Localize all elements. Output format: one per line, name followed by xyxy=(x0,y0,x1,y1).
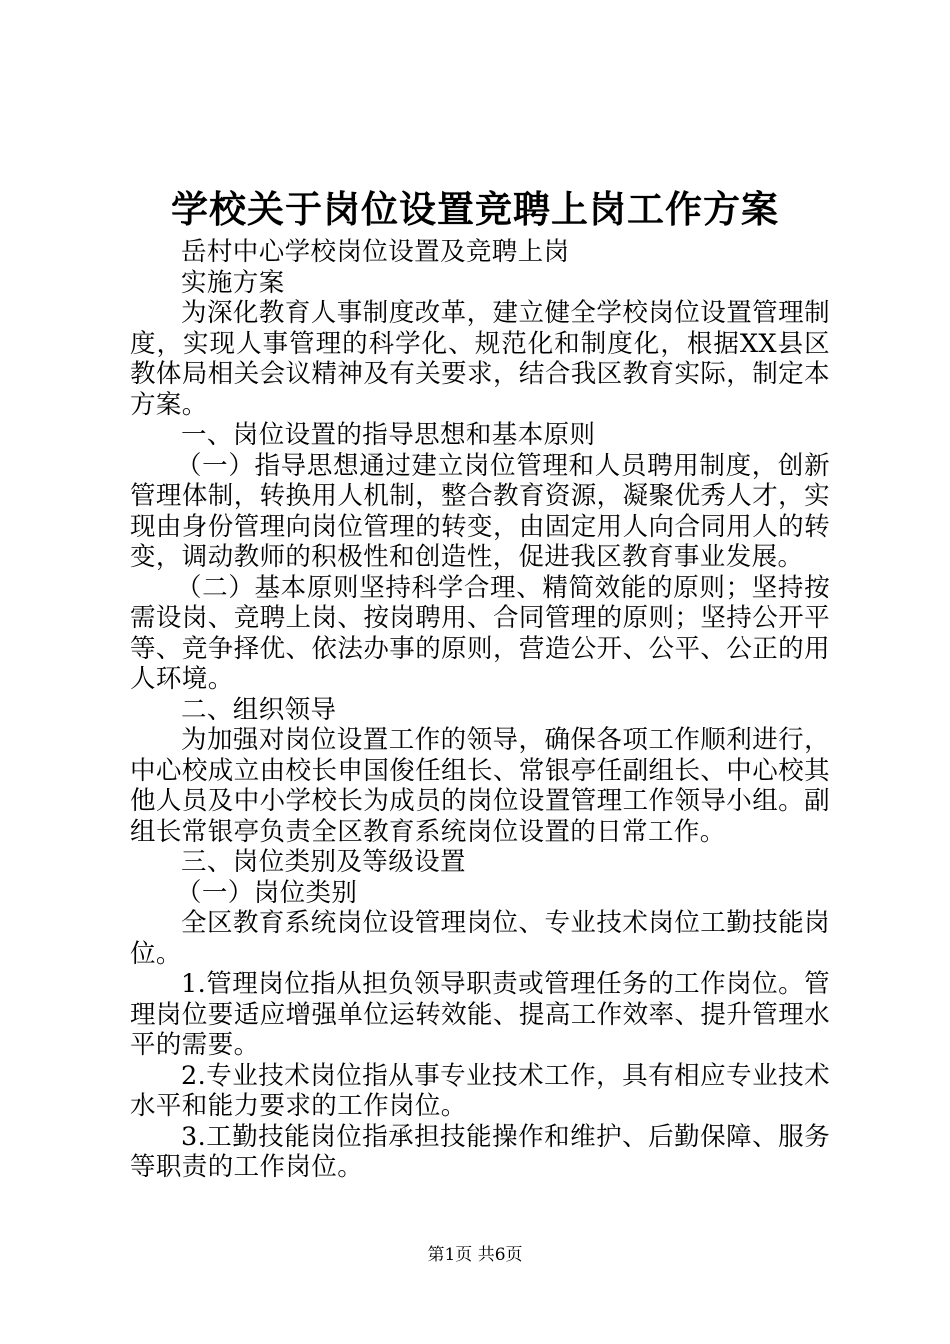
paragraph: 为深化教育人事制度改革，建立健全学校岗位设置管理制度，实现人事管理的科学化、规范化和制度化，根据XX县区教体局相关会议精神及有关要求，结合我区教育实际，制定本方案。 xyxy=(130,298,830,420)
paragraph: 三、岗位类别及等级设置 xyxy=(181,847,466,877)
paragraph: 2.专业技术岗位指从事专业技术工作，具有相应专业技术水平和能力要求的工作岗位。 xyxy=(130,1060,830,1121)
paragraph: 1.管理岗位指从担负领导职责或管理任务的工作岗位。管理岗位要适应增强单位运转效能、提高工作效率、提升管理水平的需要。 xyxy=(130,969,830,1060)
document-title: 学校关于岗位设置竞聘上岗工作方案 xyxy=(171,187,779,231)
paragraph: （一）岗位类别 xyxy=(176,877,358,908)
paragraph: 岳村中心学校岗位设置及竞聘上岗 xyxy=(181,237,570,267)
paragraph: （二）基本原则坚持科学合理、精简效能的原则；坚持按需设岗、竞聘上岗、按岗聘用、合同管理的原则；坚持公开平等、竞争择优、依法办事的原则，营造公开、公平、公正的用人环境。 xyxy=(130,572,830,694)
paragraph: 一、岗位设置的指导思想和基本原则 xyxy=(181,420,596,450)
page-footer: 第1页 共6页 xyxy=(427,1245,523,1265)
paragraph: 3.工勤技能岗位指承担技能操作和维护、后勤保障、服务等职责的工作岗位。 xyxy=(130,1121,830,1182)
paragraph: 实施方案 xyxy=(181,267,285,298)
paragraph: 全区教育系统岗位设管理岗位、专业技术岗位工勤技能岗位。 xyxy=(130,908,830,969)
paragraph: 为加强对岗位设置工作的领导，确保各项工作顺利进行，中心校成立由校长申国俊任组长、常银亭任副组长、中心校其他人员及中小学校长为成员的岗位设置管理工作领导小组。副组长常银亭负责全区教育系统岗位设置的日常工作。 xyxy=(130,725,830,847)
paragraph: 二、组织领导 xyxy=(181,694,337,725)
document-body xyxy=(130,237,830,1183)
paragraph: （一）指导思想通过建立岗位管理和人员聘用制度，创新管理体制，转换用人机制，整合教育资源，凝聚优秀人才，实现由身份管理向岗位管理的转变，由固定用人向合同用人的转变，调动教师的积极性和创造性，促进我区教育事业发展。 xyxy=(130,450,830,572)
